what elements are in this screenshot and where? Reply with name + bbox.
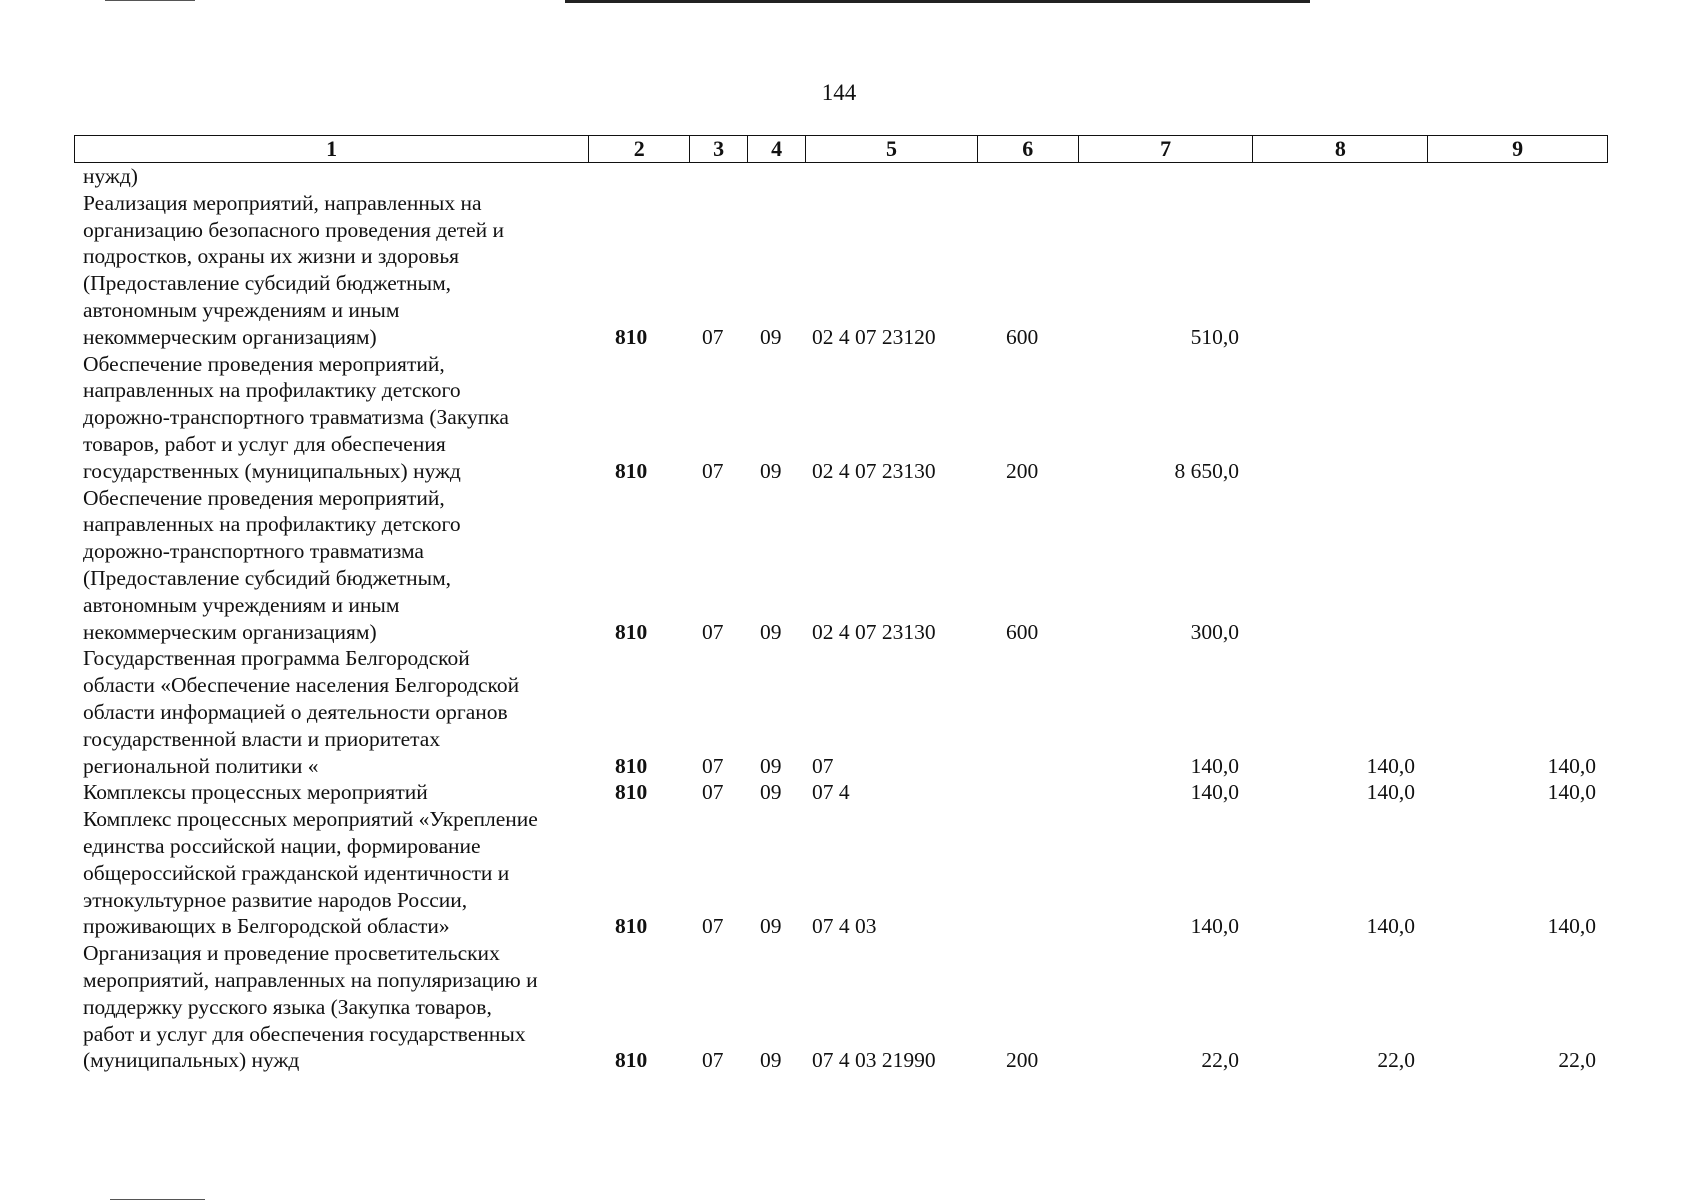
cell-col-5: 07: [812, 753, 834, 778]
header-cell: 6: [978, 136, 1079, 162]
description-line: области «Обеспечение населения Белгородской: [83, 673, 520, 698]
description-line: некоммерческим организациям): [83, 619, 377, 644]
description-line: (Предоставление субсидий бюджетным,: [83, 565, 452, 590]
description-line: Обеспечение проведения мероприятий,: [83, 351, 445, 376]
cell-col-3: 07: [702, 324, 724, 349]
description-line: некоммерческим организациям): [83, 324, 377, 349]
cell-col-3: 07: [702, 619, 724, 644]
description-line: Реализация мероприятий, направленных на: [83, 190, 482, 215]
header-cell: 3: [690, 136, 748, 162]
row-description: [83, 940, 576, 1074]
cell-col-6: 600: [1006, 324, 1039, 349]
header-cell: 1: [75, 136, 589, 162]
row-description: [83, 485, 576, 646]
description-line: общероссийской гражданской идентичности и: [83, 860, 510, 885]
description-line: (муниципальных) нужд: [83, 1048, 300, 1073]
cell-col-4: 09: [760, 753, 782, 778]
description-line: направленных на профилактику детского: [83, 378, 461, 403]
description-line: проживающих в Белгородской области»: [83, 914, 450, 939]
header-cell: 7: [1079, 136, 1254, 162]
cell-col-7: 140,0: [1190, 914, 1239, 939]
cell-col-2: 810: [615, 914, 648, 939]
cell-col-5: 07 4 03 21990: [812, 1048, 936, 1073]
cell-col-9: 140,0: [1547, 914, 1596, 939]
cell-col-2: 810: [615, 619, 648, 644]
cell-col-4: 09: [760, 458, 782, 483]
cell-col-2: 810: [615, 324, 648, 349]
header-cell: 2: [589, 136, 690, 162]
row-description: [83, 351, 576, 485]
table-row: [0, 163, 1708, 190]
cell-col-3: 07: [702, 914, 724, 939]
row-description: [83, 645, 576, 779]
cell-col-8: 140,0: [1366, 753, 1415, 778]
cell-col-4: 09: [760, 914, 782, 939]
table-row: [0, 645, 1708, 779]
header-cell: 4: [748, 136, 806, 162]
cell-col-3: 07: [702, 780, 724, 805]
table-row: [0, 190, 1708, 351]
cell-col-2: 810: [615, 1048, 648, 1073]
row-description: [83, 779, 576, 806]
cell-col-5: 02 4 07 23130: [812, 458, 936, 483]
cell-col-7: 8 650,0: [1174, 458, 1239, 483]
description-line: мероприятий, направленных на популяризацию и: [83, 967, 538, 992]
description-line: организацию безопасного проведения детей и: [83, 217, 505, 242]
description-line: направленных на профилактику детского: [83, 512, 461, 537]
description-line: Комплекс процессных мероприятий «Укрепление: [83, 807, 538, 832]
description-line: (Предоставление субсидий бюджетным,: [83, 271, 452, 296]
cell-col-2: 810: [615, 780, 648, 805]
cell-col-5: 07 4 03: [812, 914, 877, 939]
description-line: Комплексы процессных мероприятий: [83, 780, 428, 805]
cell-col-2: 810: [615, 753, 648, 778]
description-line: Обеспечение проведения мероприятий,: [83, 485, 445, 510]
cell-col-8: 140,0: [1366, 780, 1415, 805]
description-line: товаров, работ и услуг для обеспечения: [83, 431, 446, 456]
header-cell: 8: [1253, 136, 1428, 162]
cell-col-7: 300,0: [1190, 619, 1239, 644]
description-line: единства российской нации, формирование: [83, 833, 481, 858]
table-row: [0, 940, 1708, 1074]
scan-mark: [105, 0, 195, 1]
cell-col-3: 07: [702, 1048, 724, 1073]
page-number: 144: [821, 80, 857, 105]
description-line: нужд): [83, 164, 138, 188]
row-description: [83, 163, 576, 190]
cell-col-7: 22,0: [1201, 1048, 1239, 1073]
cell-col-4: 09: [760, 619, 782, 644]
description-line: Организация и проведение просветительских: [83, 941, 500, 966]
description-line: государственной власти и приоритетах: [83, 726, 441, 751]
cell-col-7: 140,0: [1190, 780, 1239, 805]
table-body: [0, 163, 1708, 1074]
cell-col-6: 600: [1006, 619, 1039, 644]
description-line: подростков, охраны их жизни и здоровья: [83, 244, 460, 269]
cell-col-5: 02 4 07 23130: [812, 619, 936, 644]
cell-col-6: 200: [1006, 1048, 1039, 1073]
table-row: [0, 806, 1708, 940]
cell-col-6: 200: [1006, 458, 1039, 483]
cell-col-3: 07: [702, 753, 724, 778]
table-row: [0, 779, 1708, 806]
description-line: работ и услуг для обеспечения государственных: [83, 1021, 526, 1046]
description-line: автономным учреждениям и иным: [83, 592, 400, 617]
cell-col-4: 09: [760, 1048, 782, 1073]
table-row: [0, 485, 1708, 646]
cell-col-8: 140,0: [1366, 914, 1415, 939]
cell-col-9: 140,0: [1547, 780, 1596, 805]
cell-col-7: 140,0: [1190, 753, 1239, 778]
description-line: дорожно-транспортного травматизма: [83, 539, 424, 564]
cell-col-9: 140,0: [1547, 753, 1596, 778]
description-line: дорожно-транспортного травматизма (Закупка: [83, 405, 509, 430]
cell-col-4: 09: [760, 780, 782, 805]
header-cell: 9: [1512, 136, 1524, 161]
cell-col-7: 510,0: [1190, 324, 1239, 349]
description-line: этнокультурное развитие народов России,: [83, 887, 468, 912]
row-description: [83, 806, 576, 940]
description-line: автономным учреждениям и иным: [83, 297, 400, 322]
table-header: [74, 135, 1608, 163]
header-cell: 5: [806, 136, 978, 162]
cell-col-5: 02 4 07 23120: [812, 324, 936, 349]
description-line: государственных (муниципальных) нужд: [83, 458, 461, 483]
row-description: [83, 190, 576, 351]
description-line: Государственная программа Белгородской: [83, 646, 470, 671]
cell-col-8: 22,0: [1377, 1048, 1415, 1073]
scan-edge-line: [565, 0, 1310, 3]
description-line: региональной политики «: [83, 753, 319, 778]
cell-col-3: 07: [702, 458, 724, 483]
description-line: области информацией о деятельности органов: [83, 699, 508, 724]
cell-col-9: 22,0: [1558, 1048, 1596, 1073]
description-line: поддержку русского языка (Закупка товаров,: [83, 994, 492, 1019]
cell-col-4: 09: [760, 324, 782, 349]
cell-col-2: 810: [615, 458, 648, 483]
cell-col-5: 07 4: [812, 780, 850, 805]
table-row: [0, 351, 1708, 485]
